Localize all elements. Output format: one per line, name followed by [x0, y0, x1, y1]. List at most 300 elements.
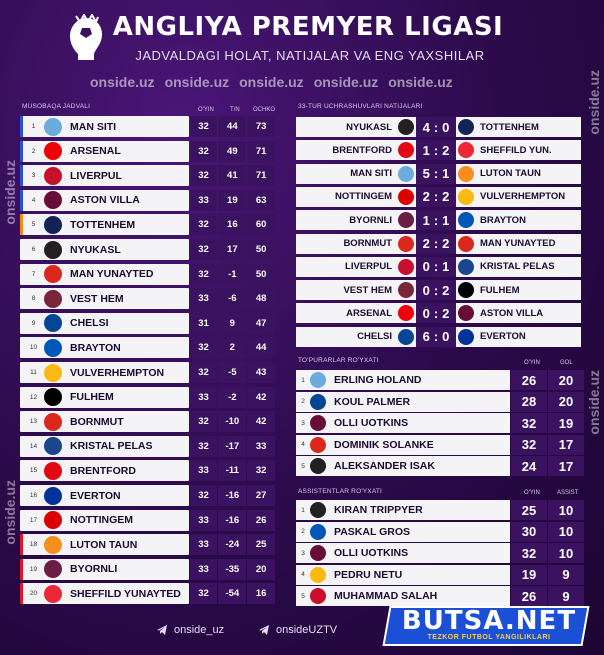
watermark: onside.uz	[388, 74, 453, 90]
home-score: 4	[422, 119, 430, 135]
away-team: MAN YUNAYTED	[476, 234, 581, 254]
team-crest-icon	[310, 545, 326, 561]
results-label: 33-TUR UCHRASHUVLARI NATIJALARI	[298, 103, 423, 110]
home-crest-icon	[396, 140, 416, 160]
telegram-icon	[258, 624, 270, 636]
position: 6	[31, 246, 36, 253]
table-row	[20, 165, 275, 186]
col-assists: ASSIST	[557, 490, 579, 496]
games: 26	[511, 586, 547, 606]
home-team: MAN SITI	[296, 164, 396, 184]
score	[416, 280, 456, 300]
away-score: 2	[442, 305, 450, 321]
team-crest-icon	[44, 290, 62, 308]
player-card	[296, 413, 510, 433]
team-crest-icon	[310, 524, 326, 540]
stat-gd: -54	[218, 583, 246, 604]
match-row	[296, 210, 584, 230]
position: 14	[29, 442, 38, 450]
stat-played: 31	[190, 313, 218, 334]
stat-played: 33	[190, 190, 218, 211]
away-team: BRAYTON	[476, 210, 581, 230]
stat-pts: 50	[247, 264, 275, 285]
away-score: 1	[442, 212, 450, 228]
team-name: VULVERHEMPTON	[70, 366, 165, 379]
player-row	[296, 586, 584, 606]
home-crest-icon	[396, 234, 416, 254]
team-crest-icon	[44, 560, 62, 578]
match-row	[296, 117, 584, 137]
assists-label: ASSISTENTLAR RO'YXATI	[298, 488, 383, 495]
score	[416, 327, 456, 347]
table-row	[20, 190, 275, 211]
away-score: 0	[442, 119, 450, 135]
stat-gd: 49	[218, 141, 246, 162]
stat-played: 33	[190, 387, 218, 408]
home-team: BYORNLI	[296, 210, 396, 230]
position: 1	[31, 123, 36, 130]
zone-indicator	[20, 190, 23, 211]
score-separator: :	[433, 305, 439, 321]
home-team: NOTTINGEM	[296, 187, 396, 207]
player-row	[296, 392, 584, 412]
away-team: EVERTON	[476, 327, 581, 347]
match-row	[296, 234, 584, 254]
butsa-tagline: TEZKOR FUTBOL YANGILIKLARI	[427, 634, 551, 641]
stat-gd: 41	[218, 165, 246, 186]
stat-gd: -2	[218, 387, 246, 408]
team-name: NYUKASL	[70, 243, 121, 256]
team-card	[20, 411, 189, 432]
score	[416, 187, 456, 207]
home-score: 6	[422, 329, 430, 345]
team-card	[20, 165, 189, 186]
team-crest-icon	[310, 394, 326, 410]
watermark: onside.uz	[90, 74, 155, 90]
stat-pts: 33	[247, 436, 275, 457]
score-separator: :	[433, 282, 439, 298]
away-team: SHEFFILD YUN.	[476, 140, 581, 160]
games: 28	[511, 392, 547, 412]
away-score: 2	[442, 236, 450, 251]
score-separator: :	[433, 212, 439, 228]
score-separator: :	[433, 259, 439, 275]
home-score: 2	[422, 236, 430, 251]
position: 5	[31, 221, 36, 229]
stat-pts: 44	[247, 337, 275, 358]
stat-pts: 27	[247, 485, 275, 506]
score	[416, 117, 456, 137]
team-crest-icon	[44, 216, 62, 234]
team-crest-icon	[44, 241, 62, 259]
away-team: KRISTAL PELAS	[476, 257, 581, 277]
score-separator: :	[433, 236, 439, 251]
score	[416, 303, 456, 323]
away-crest-icon	[456, 140, 476, 160]
away-score: 1	[442, 166, 450, 182]
team-card	[20, 460, 189, 481]
table-row	[20, 141, 275, 162]
stat-played: 33	[190, 460, 218, 481]
home-team: BRENTFORD	[296, 140, 396, 160]
team-card	[20, 239, 189, 260]
away-crest-icon	[456, 187, 476, 207]
games: 32	[511, 543, 547, 563]
team-name: SHEFFILD YUNAYTED	[70, 587, 181, 600]
telegram-handle: onside_uz	[174, 624, 225, 636]
stat-gd: -16	[218, 485, 246, 506]
stat-pts: 71	[247, 165, 275, 186]
match-row	[296, 187, 584, 207]
stat-pts: 43	[247, 362, 275, 383]
player-card	[296, 370, 510, 390]
team-card	[20, 436, 189, 457]
table-row	[20, 559, 275, 580]
player-card	[296, 456, 510, 476]
player-name: OLLI UOTKINS	[334, 417, 409, 430]
team-name: BRENTFORD	[70, 464, 136, 477]
position: 15	[29, 467, 38, 475]
position: 11	[30, 369, 37, 376]
away-crest-icon	[456, 327, 476, 347]
team-name: MAN YUNAYTED	[70, 268, 154, 281]
team-card	[20, 387, 189, 408]
table-row	[20, 214, 275, 235]
position: 4	[301, 441, 305, 449]
stat-gd: -6	[218, 288, 246, 309]
telegram-link[interactable]	[156, 624, 224, 636]
stat-gd: -1	[218, 264, 246, 285]
table-row	[20, 485, 275, 506]
home-score: 1	[422, 142, 430, 158]
stat-pts: 71	[247, 141, 275, 162]
stat-played: 33	[190, 288, 218, 309]
home-score: 0	[422, 305, 430, 321]
position: 5	[301, 462, 305, 470]
player-name: KIRAN TRIPPYER	[334, 504, 423, 516]
stat-pts: 26	[247, 510, 275, 531]
team-name: VEST HEM	[70, 292, 124, 305]
team-name: LUTON TAUN	[70, 538, 138, 551]
team-crest-icon	[44, 142, 62, 160]
team-crest-icon	[44, 364, 62, 382]
page-title: ANGLIYA PREMYER LIGASI	[112, 12, 504, 42]
home-crest-icon	[396, 187, 416, 207]
team-crest-icon	[44, 118, 62, 136]
player-card	[296, 392, 510, 412]
zone-indicator	[20, 214, 23, 235]
team-name: KRISTAL PELAS	[70, 440, 153, 453]
position: 3	[31, 172, 36, 180]
col-points: OCHKO	[253, 107, 276, 113]
home-team: ARSENAL	[296, 303, 396, 323]
player-card	[296, 435, 510, 455]
match-row	[296, 327, 584, 347]
stat-gd: -17	[218, 436, 246, 457]
team-card	[20, 214, 189, 235]
team-crest-icon	[44, 388, 62, 406]
position: 9	[31, 319, 36, 327]
table-row	[20, 313, 275, 334]
stat-value: 10	[548, 500, 584, 520]
home-crest-icon	[396, 164, 416, 184]
team-crest-icon	[44, 511, 62, 529]
watermark: onside.uz	[239, 74, 304, 90]
away-crest-icon	[456, 280, 476, 300]
team-crest-icon	[44, 462, 62, 480]
score-separator: :	[433, 119, 439, 135]
stat-played: 32	[190, 583, 218, 604]
stat-played: 33	[190, 510, 218, 531]
away-crest-icon	[456, 164, 476, 184]
table-row	[20, 337, 275, 358]
team-name: FULHEM	[70, 391, 114, 404]
team-crest-icon	[44, 487, 62, 505]
position: 4	[31, 196, 36, 204]
stat-pts: 73	[247, 116, 275, 137]
away-team: FULHEM	[476, 280, 581, 300]
watermark-vertical: onside.uz	[2, 480, 18, 545]
page-subtitle: JADVALDAGI HOLAT, NATIJALAR VA ENG YAXSHILAR	[135, 48, 485, 63]
home-crest-icon	[396, 117, 416, 137]
away-score: 2	[442, 189, 450, 205]
away-team: VULVERHEMPTON	[476, 187, 581, 207]
stat-played: 32	[190, 116, 218, 137]
team-card	[20, 141, 189, 162]
player-card	[296, 565, 510, 585]
col-games: O'YIN	[524, 360, 540, 366]
away-score: 0	[442, 329, 450, 345]
telegram-handle: onsideUZTV	[276, 624, 338, 636]
stat-pts: 42	[247, 387, 275, 408]
player-name: DOMINIK SOLANKE	[334, 438, 434, 451]
player-card	[296, 586, 510, 606]
watermark-vertical: onside.uz	[586, 370, 602, 435]
stat-played: 32	[190, 141, 218, 162]
score-separator: :	[433, 189, 439, 205]
stat-gd: 19	[218, 190, 246, 211]
team-card	[20, 510, 189, 531]
games: 32	[511, 413, 547, 433]
scorers-label: TO'PURARLAR RO'YXATI	[298, 357, 379, 364]
away-team: ASTON VILLA	[476, 303, 581, 323]
home-score: 0	[422, 259, 430, 275]
stat-pts: 63	[247, 190, 275, 211]
position: 20	[29, 590, 38, 598]
team-name: LIVERPUL	[70, 169, 122, 182]
stat-value: 10	[548, 522, 584, 542]
games: 24	[511, 456, 547, 476]
position: 3	[301, 549, 305, 557]
team-crest-icon	[44, 536, 62, 554]
stat-value: 9	[548, 586, 584, 606]
away-crest-icon	[456, 210, 476, 230]
stat-gd: -5	[218, 362, 246, 383]
away-score: 1	[442, 259, 450, 275]
team-card	[20, 362, 189, 383]
stat-gd: 44	[218, 116, 246, 137]
stat-played: 32	[190, 436, 218, 457]
player-name: ERLING HOLAND	[334, 374, 422, 386]
player-card	[296, 543, 510, 563]
stat-gd: -11	[218, 460, 246, 481]
table-row	[20, 239, 275, 260]
stat-value: 17	[548, 435, 584, 455]
watermark: onside.uz	[313, 74, 379, 90]
home-crest-icon	[396, 327, 416, 347]
team-card	[20, 264, 189, 285]
position: 2	[301, 398, 305, 406]
watermark-vertical: onside.uz	[2, 160, 18, 225]
home-team: NYUKASL	[296, 117, 396, 137]
games: 19	[511, 565, 547, 585]
home-score: 5	[422, 166, 430, 182]
team-name: CHELSI	[70, 317, 109, 330]
position: 3	[301, 419, 305, 427]
player-card	[296, 522, 510, 542]
team-crest-icon	[310, 372, 326, 388]
player-name: PASKAL GROS	[334, 525, 411, 538]
table-row	[20, 510, 275, 531]
team-crest-icon	[44, 265, 62, 283]
away-team: TOTTENHEM	[476, 117, 581, 137]
team-card	[20, 288, 189, 309]
score-separator: :	[433, 166, 439, 182]
position: 12	[29, 393, 38, 401]
stat-value: 17	[548, 456, 584, 476]
stat-pts: 47	[247, 313, 275, 334]
home-team: CHELSI	[296, 327, 396, 347]
team-crest-icon	[44, 585, 62, 603]
match-row	[296, 257, 584, 277]
zone-indicator	[20, 559, 23, 580]
score	[416, 234, 456, 254]
stat-played: 33	[190, 559, 218, 580]
team-name: BYORNLI	[70, 563, 118, 576]
stat-value: 10	[548, 543, 584, 563]
team-card	[20, 116, 189, 137]
watermark: onside.uz	[164, 74, 230, 90]
team-crest-icon	[310, 567, 326, 583]
player-row	[296, 522, 584, 542]
stat-gd: 17	[218, 239, 246, 260]
home-crest-icon	[396, 210, 416, 230]
table-row	[20, 436, 275, 457]
position: 1	[301, 376, 305, 384]
telegram-link[interactable]	[258, 624, 337, 636]
table-row	[20, 583, 275, 604]
position: 10	[29, 344, 38, 352]
table-row	[20, 116, 275, 137]
stat-pts: 60	[247, 214, 275, 235]
team-name: EVERTON	[70, 489, 121, 502]
score	[416, 140, 456, 160]
stat-pts: 50	[247, 239, 275, 260]
zone-indicator	[20, 534, 23, 555]
stat-played: 32	[190, 264, 218, 285]
stat-played: 32	[190, 411, 218, 432]
away-crest-icon	[456, 303, 476, 323]
player-name: PEDRU NETU	[334, 568, 403, 581]
team-crest-icon	[44, 437, 62, 455]
table-row	[20, 387, 275, 408]
away-crest-icon	[456, 117, 476, 137]
home-crest-icon	[396, 280, 416, 300]
player-row	[296, 500, 584, 520]
team-crest-icon	[310, 502, 326, 518]
table-row	[20, 534, 275, 555]
watermark-row	[90, 74, 453, 90]
games: 30	[511, 522, 547, 542]
stat-pts: 25	[247, 534, 275, 555]
position: 4	[301, 571, 305, 579]
watermark-vertical: onside.uz	[586, 70, 602, 135]
player-name: KOUL PALMER	[334, 395, 411, 408]
stat-value: 20	[548, 370, 584, 390]
score	[416, 210, 456, 230]
header	[0, 0, 604, 100]
match-row	[296, 164, 584, 184]
score-separator: :	[433, 329, 439, 345]
team-name: BRAYTON	[70, 341, 121, 354]
position: 19	[29, 565, 38, 573]
stat-played: 33	[190, 534, 218, 555]
stat-gd: -16	[218, 510, 246, 531]
stat-played: 32	[190, 362, 218, 383]
zone-indicator	[20, 165, 23, 186]
col-gd: T/N	[230, 107, 240, 113]
score	[416, 257, 456, 277]
stat-value: 20	[548, 392, 584, 412]
match-row	[296, 280, 584, 300]
position: 17	[29, 516, 38, 524]
home-crest-icon	[396, 257, 416, 277]
position: 18	[29, 541, 38, 549]
col-goals: GOL	[560, 360, 573, 366]
butsa-logo-text: BUTSA.NET	[401, 606, 577, 636]
team-crest-icon	[44, 339, 62, 357]
table-row	[20, 362, 275, 383]
telegram-icon	[156, 624, 168, 636]
team-crest-icon	[44, 413, 62, 431]
position: 8	[31, 295, 36, 303]
score-separator: :	[433, 142, 439, 158]
position: 16	[29, 492, 38, 499]
team-card	[20, 337, 189, 358]
player-row	[296, 435, 584, 455]
team-name: ASTON VILLA	[70, 194, 140, 207]
stat-gd: 2	[218, 337, 246, 358]
stat-played: 32	[190, 485, 218, 506]
stat-value: 19	[548, 413, 584, 433]
zone-indicator	[20, 583, 23, 604]
away-crest-icon	[456, 257, 476, 277]
stat-played: 32	[190, 165, 218, 186]
stat-value: 9	[548, 565, 584, 585]
match-row	[296, 303, 584, 323]
team-card	[20, 534, 189, 555]
col-games: O'YIN	[524, 490, 540, 496]
games: 32	[511, 435, 547, 455]
team-crest-icon	[310, 437, 326, 453]
team-crest-icon	[44, 314, 62, 332]
team-card	[20, 559, 189, 580]
stat-gd: -24	[218, 534, 246, 555]
away-crest-icon	[456, 234, 476, 254]
team-name: TOTTENHEM	[70, 218, 136, 231]
position: 7	[31, 270, 36, 278]
home-score: 1	[422, 212, 430, 228]
